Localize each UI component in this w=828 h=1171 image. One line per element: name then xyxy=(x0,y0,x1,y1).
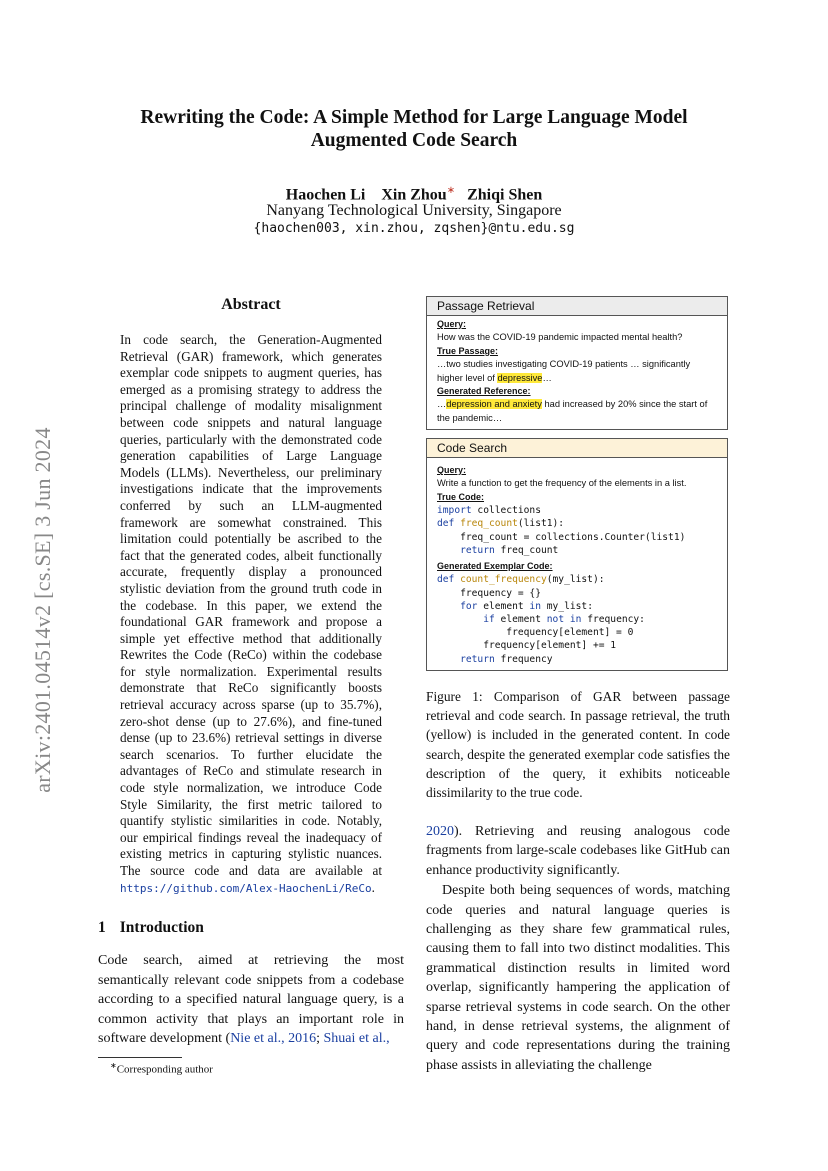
footnote-text: Corresponding author xyxy=(116,1063,213,1076)
true-passage-label: True Passage: xyxy=(437,345,499,356)
passage-query: How was the COVID-19 pandemic impacted mental health? xyxy=(437,332,683,343)
code-keyword: for xyxy=(460,600,478,612)
title-line-2: Augmented Code Search xyxy=(310,130,518,151)
generated-code-line xyxy=(437,587,717,600)
abstract-end: . xyxy=(371,879,375,895)
code-search-box xyxy=(426,438,728,671)
code-text: collections xyxy=(471,505,541,517)
code-text: element xyxy=(494,614,547,626)
passage-retrieval-title: Passage Retrieval xyxy=(427,297,727,316)
code-keyword: return xyxy=(460,653,495,665)
intro-paragraph xyxy=(98,951,404,1049)
true-code-line xyxy=(437,531,717,544)
code-text xyxy=(437,601,460,612)
code-search-body xyxy=(427,458,727,670)
code-text: freq_count = collections.Counter(list1) xyxy=(437,531,686,543)
code-text: element xyxy=(477,600,530,612)
code-keyword: in xyxy=(529,600,541,612)
true-passage xyxy=(437,358,717,385)
right-column-text xyxy=(426,822,730,1075)
generated-reference-text: had increased by 20% since the start of the pandemic… xyxy=(437,399,708,423)
section-number: 1 xyxy=(98,919,106,936)
true-passage-highlight: depressive xyxy=(497,372,543,383)
code-function-name: freq_count xyxy=(460,518,518,530)
generated-reference xyxy=(437,398,717,425)
intro-continued xyxy=(426,822,730,880)
code-keyword: return xyxy=(460,544,495,556)
author-emails: {haochen003, xin.zhou, zqshen}@ntu.edu.sg xyxy=(253,221,575,236)
footnote xyxy=(110,1061,213,1076)
corresponding-mark[interactable]: ∗ xyxy=(446,185,456,196)
author-3: Zhiqi Shen xyxy=(467,186,543,204)
code-text: my_list: xyxy=(540,600,593,612)
code-text xyxy=(437,614,483,625)
author-1: Haochen Li xyxy=(285,186,366,204)
code-keyword: if xyxy=(483,614,495,626)
generated-reference-start: … xyxy=(437,399,447,410)
footnote-rule xyxy=(98,1057,182,1058)
arxiv-sidebar xyxy=(28,380,58,840)
query-label: Query: xyxy=(437,319,467,329)
source-code-link[interactable]: https://github.com/Alex-HaochenLi/ReCo xyxy=(120,881,372,895)
code-text: freq_count xyxy=(494,544,559,556)
generated-reference-highlight: depression and anxiety xyxy=(446,399,542,410)
true-code-label: True Code: xyxy=(437,491,485,502)
affiliation: Nanyang Technological University, Singapore xyxy=(266,202,562,219)
paper-title xyxy=(0,106,828,152)
generated-code-line xyxy=(437,639,717,652)
generated-code-line xyxy=(437,573,717,586)
abstract-body xyxy=(120,332,382,897)
true-code-block xyxy=(437,504,717,557)
title-line-1: Rewriting the Code: A Simple Method for Large Language Model xyxy=(140,107,688,128)
code-keyword: not in xyxy=(546,614,582,626)
code-text xyxy=(437,545,460,556)
code-keyword: def xyxy=(437,574,455,586)
passage-retrieval-box xyxy=(426,296,728,430)
passage-retrieval-body xyxy=(427,316,727,429)
true-code-line xyxy=(437,504,717,517)
generated-code-line xyxy=(437,626,717,639)
abstract-text: In code search, the Generation-Augmented Retrieval (GAR) framework, which generates exemplar code snippets to augment queries, has emerged as a promising strategy to address the principal challenge of modality misalignment between code snippets and natural language queries, particularly with the demonstrated code generation capabilities of Large Language Models (LLMs). Nevertheless, our preliminary investigations indicate that the improvements conferred by such an LLM-augmented framework are somewhat constrained. This limitation could potentially be ascribed to the fact that the generated codes, albeit functionally accurate, frequently display a pronounced stylistic deviation from the ground truth code in the codebase. In this paper, we extend the foundational GAR framework and propose a simple yet effective method that additionally Rewrites the Code (ReCo) within the codebase for style normalization. Experimental results demonstrate that ReCo significantly boosts retrieval accuracy across sparse (up to 35.7%), zero-shot dense (up to 27.6%), and fine-tuned dense (up to 23.6%) retrieval settings in diverse search scenarios. To further elucidate the advantages of ReCo and stimulate research in code style normalization, we introduce Code Style Similarity, the first metric tailored to quantify stylistic similarities in code. Notably, our empirical findings reveal the inadequacy of existing metrics in capturing stylistic nuances. The source code and data are available at xyxy=(120,332,382,878)
citation-shuai-2020[interactable]: 2020 xyxy=(426,824,454,839)
generated-code-line xyxy=(437,613,717,626)
citation-shuai[interactable]: Shuai et al., xyxy=(323,1031,390,1046)
generated-reference-label: Generated Reference: xyxy=(437,386,531,397)
arxiv-identifier: arXiv:2401.04514v2 [cs.SE] 3 Jun 2024 xyxy=(30,427,55,793)
code-text: frequency[element] += 1 xyxy=(437,640,617,652)
author-2: Xin Zhou xyxy=(381,186,447,204)
intro-paragraph-2: Despite both being sequences of words, matching code queries and natural language queries is challenging as they share few grammatical rules, causing them to fall into two distinct modalities. This grammatical distinction results in limited word overlap, significantly hampering the application of sparse retrieval systems in code search. On the other hand, in dense retrieval systems, the alignment of query and code representations during the training phase assists in alleviating the challenge xyxy=(426,883,730,1073)
citation-separator: ; xyxy=(316,1031,324,1046)
intro-continued-text: ). Retrieving and reusing analogous code fragments from large-scale codebases like GitHub can enhance productivity significantly. xyxy=(426,824,730,878)
generated-code-line xyxy=(437,600,717,613)
code-text: frequency = {} xyxy=(437,587,541,599)
code-text: frequency[element] = 0 xyxy=(437,627,634,639)
abstract-heading: Abstract xyxy=(221,296,281,313)
generated-code-label: Generated Exemplar Code: xyxy=(437,561,553,572)
section-heading-introduction xyxy=(98,919,204,937)
code-keyword: def xyxy=(437,518,455,530)
true-passage-text: …two studies investigating COVID-19 patients … significantly higher level of xyxy=(437,359,691,383)
figure-1-caption: Figure 1: Comparison of GAR between passage retrieval and code search. In passage retrieval, the truth (yellow) is included in the generated content. In code search, despite the generated exemplar code satisfies the description of the query, it exhibits noticeable dissimilarity to the true code. xyxy=(426,689,730,801)
true-code-line xyxy=(437,544,717,557)
code-keyword: import xyxy=(437,505,472,517)
generated-code-block xyxy=(437,573,717,665)
code-function-name: count_frequency xyxy=(460,574,547,586)
section-title: Introduction xyxy=(119,919,204,936)
footnote-mark: ∗ xyxy=(110,1061,117,1070)
code-text: (my_list): xyxy=(546,574,605,586)
generated-code-line xyxy=(437,653,717,666)
code-text xyxy=(437,654,460,665)
code-query-label: Query: xyxy=(437,465,467,475)
true-code-line xyxy=(437,517,717,530)
intro-text: Code search, aimed at retrieving the most semantically relevant code snippets from a codebase according to a specified natural language query, is a common activity that plays an important role in software development ( xyxy=(98,953,404,1046)
code-search-title: Code Search xyxy=(427,439,727,458)
code-text: frequency xyxy=(494,653,553,665)
citation-nie-2016[interactable]: Nie et al., 2016 xyxy=(230,1031,317,1046)
code-text: (list1): xyxy=(517,518,565,530)
true-passage-end: … xyxy=(542,372,552,383)
code-query: Write a function to get the frequency of the elements in a list. xyxy=(437,478,687,489)
code-text: frequency: xyxy=(581,614,645,626)
